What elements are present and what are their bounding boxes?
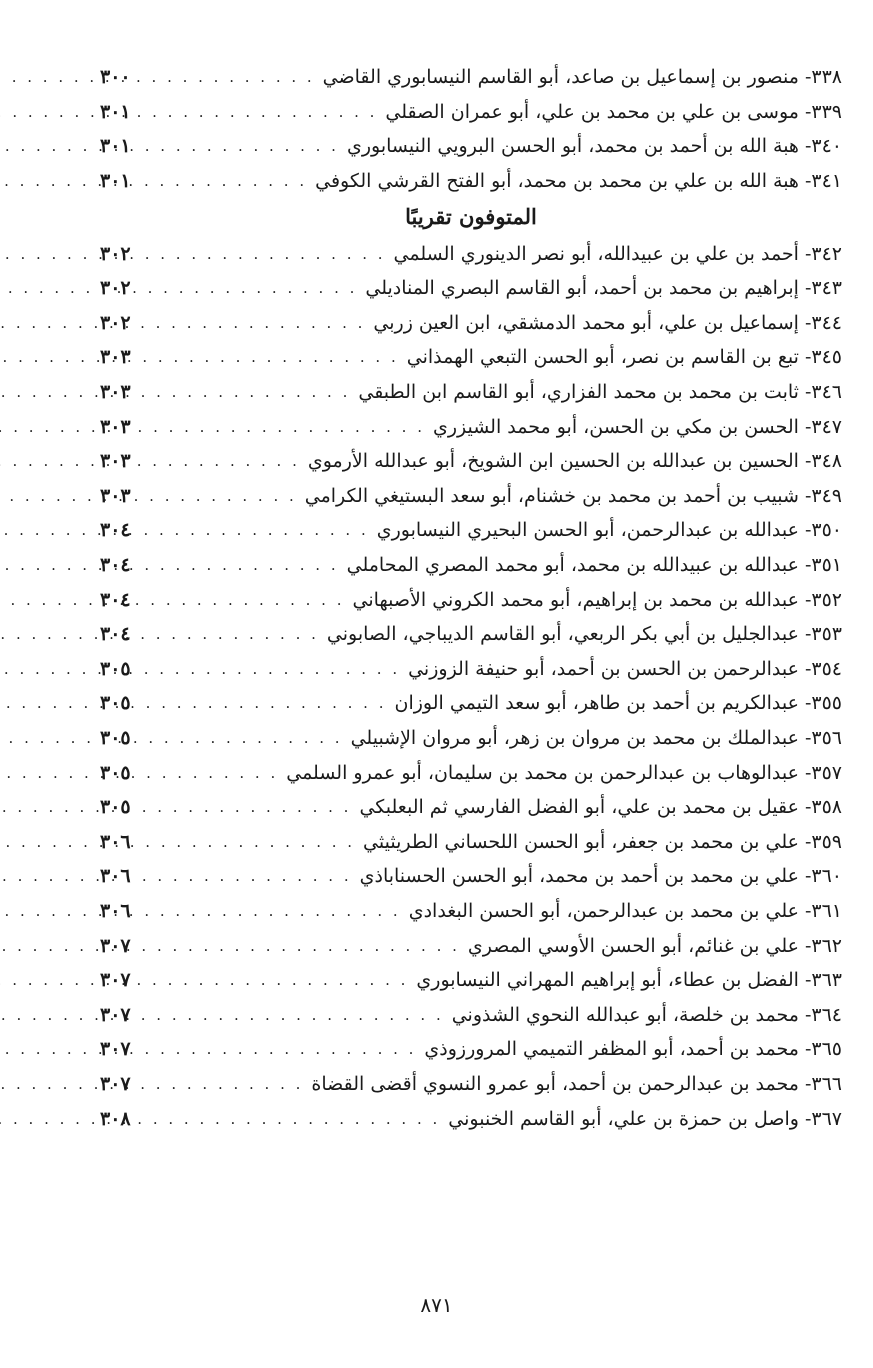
entry-number: ٣٤٥- (804, 346, 842, 369)
section-heading: المتوفون تقريبًا (405, 204, 537, 230)
entry-number: ٣٦٦- (804, 1072, 842, 1095)
toc-entry (100, 340, 842, 375)
entry-page-number: ٣٠٤ (100, 554, 131, 577)
toc-entry (100, 129, 842, 164)
entry-number: ٣٦٥- (804, 1038, 842, 1061)
entry-page-number: ٣٠١ (100, 170, 131, 193)
dot-leader (139, 103, 378, 121)
toc-entry (100, 652, 842, 687)
entry-page-number: ٣٠٧ (100, 1072, 131, 1095)
entry-number: ٣٤٩- (804, 484, 842, 507)
entry-page-number: ٣٠٦ (100, 865, 131, 888)
toc-entry (100, 859, 842, 894)
entry-title: هبة الله بن علي بن محمد بن محمد، أبو الفتح القرشي الكوفي (315, 170, 799, 193)
toc-entry (100, 963, 842, 998)
entry-page-number: ٣٠٥ (100, 657, 131, 680)
dot-leader (139, 902, 401, 920)
toc-entry (100, 95, 842, 130)
dot-leader (139, 172, 307, 190)
entry-number: ٣٥٣- (804, 623, 842, 646)
toc-entry (100, 1032, 842, 1067)
entry-page-number: ٣٠٥ (100, 796, 131, 819)
dot-leader (139, 798, 352, 816)
entry-number: ٣٥٤- (804, 657, 842, 680)
entry-number: ٣٦٣- (804, 969, 842, 992)
toc-entry (100, 1101, 842, 1136)
toc-entry (100, 375, 842, 410)
entry-page-number: ٣٠٨ (100, 1107, 131, 1130)
entry-page-number: ٣٠٣ (100, 415, 131, 438)
dot-leader (139, 1075, 304, 1093)
entry-title: هبة الله بن أحمد بن محمد، أبو الحسن البرويي النيسابوري (346, 135, 799, 158)
entry-number: ٣٤٤- (804, 311, 842, 334)
entry-title: عبدالملك بن محمد بن مروان بن زهر، أبو مروان الإشبيلي (350, 726, 799, 749)
entry-title: أحمد بن علي بن عبيدالله، أبو نصر الدينوري السلمي (393, 242, 799, 265)
entry-page-number: ٣٠٢ (100, 242, 131, 265)
dot-leader (139, 867, 352, 885)
entry-number: ٣٥٠- (804, 519, 842, 542)
entry-title: شبيب بن أحمد بن محمد بن خشنام، أبو سعد البستيغي الكرامي (304, 484, 799, 507)
entry-number: ٣٤٧- (804, 415, 842, 438)
entry-number: ٣٦٠- (804, 865, 842, 888)
toc-entry (100, 755, 842, 790)
entry-title: عبدالله بن عبدالرحمن، أبو الحسن البحيري النيسابوري (376, 519, 799, 542)
entry-number: ٣٤٦- (804, 381, 842, 404)
dot-leader (139, 660, 400, 678)
entries-after-heading (100, 236, 842, 1135)
dot-leader (139, 556, 339, 574)
toc-entry (100, 582, 842, 617)
toc-entry (100, 479, 842, 514)
entry-page-number: ٣٠٣ (100, 484, 131, 507)
entry-title: إبراهيم بن محمد بن أحمد، أبو القاسم البصري المناديلي (365, 277, 799, 300)
toc-entry (100, 1067, 842, 1102)
entry-title: إسماعيل بن علي، أبو محمد الدمشقي، ابن العين زربي (373, 311, 799, 334)
entry-title: عبدالرحمن بن الحسن بن أحمد، أبو حنيفة الزوزني (408, 657, 799, 680)
dot-leader (139, 1006, 444, 1024)
dot-leader (139, 279, 358, 297)
entry-page-number: ٣٠٧ (100, 1003, 131, 1026)
dot-leader (139, 729, 343, 747)
dot-leader (139, 521, 369, 539)
entry-page-number: ٣٠٣ (100, 381, 131, 404)
toc-entry (100, 721, 842, 756)
toc-entry (100, 928, 842, 963)
entry-page-number: ٣٠١ (100, 135, 131, 158)
entry-page-number: ٣٠٥ (100, 692, 131, 715)
entry-page-number: ٣٠٥ (100, 726, 131, 749)
entry-page-number: ٣٠٥ (100, 761, 131, 784)
entry-number: ٣٦٧- (804, 1107, 842, 1130)
entry-title: محمد بن خلصة، أبو عبدالله النحوي الشذوني (451, 1003, 799, 1026)
dot-leader (139, 591, 345, 609)
entry-number: ٣٤٠- (804, 135, 842, 158)
entry-number: ٣٥٦- (804, 726, 842, 749)
entry-title: محمد بن أحمد، أبو المظفر التميمي المرورزوذي (424, 1038, 799, 1061)
dot-leader (139, 348, 399, 366)
entry-title: عبدالوهاب بن عبدالرحمن بن محمد بن سليمان، أبو عمرو السلمي (286, 761, 799, 784)
entry-number: ٣٤٢- (804, 242, 842, 265)
entry-number: ٣٥١- (804, 554, 842, 577)
dot-leader (139, 452, 300, 470)
dot-leader (139, 694, 387, 712)
entry-number: ٣٤٣- (804, 277, 842, 300)
entry-page-number: ٣٠١ (100, 100, 131, 123)
entry-number: ٣٥٩- (804, 830, 842, 853)
toc-entry (100, 548, 842, 583)
page-number: ٨٧١ (420, 1293, 453, 1317)
entry-page-number: ٣٠٢ (100, 277, 131, 300)
entry-title: ثابت بن محمد بن محمد الفزاري، أبو القاسم ابن الطبقي (358, 381, 799, 404)
dot-leader (139, 383, 351, 401)
entry-title: عبدالله بن عبيدالله بن محمد، أبو محمد المصري المحاملي (346, 554, 799, 577)
entry-number: ٣٥٢- (804, 588, 842, 611)
entry-title: عقيل بن محمد بن علي، أبو الفضل الفارسي ثم البعلبكي (359, 796, 799, 819)
toc-entry (100, 164, 842, 199)
entry-title: عبدالله بن محمد بن إبراهيم، أبو محمد الكروني الأصبهاني (352, 588, 799, 611)
toc-entry (100, 894, 842, 929)
entry-number: ٣٣٨- (804, 66, 842, 89)
entries-before-heading (100, 60, 842, 198)
entry-title: علي بن غنائم، أبو الحسن الأوسي المصري (467, 934, 799, 957)
entry-page-number: ٣٠٧ (100, 969, 131, 992)
dot-leader (139, 971, 409, 989)
toc-entry (100, 513, 842, 548)
entry-title: الحسن بن مكي بن الحسن، أبو محمد الشيزري (432, 415, 799, 438)
entry-title: الحسين بن عبدالله بن الحسين ابن الشويخ، أبو عبدالله الأرموي (307, 450, 799, 473)
entry-title: موسى بن علي بن محمد بن علي، أبو عمران الصقلي (385, 100, 799, 123)
toc-entry (100, 236, 842, 271)
toc-entry (100, 306, 842, 341)
entry-page-number: ٣٠٢ (100, 311, 131, 334)
entry-page-number: ٣٠٧ (100, 1038, 131, 1061)
entry-number: ٣٤١- (804, 170, 842, 193)
toc-entry (100, 271, 842, 306)
entry-page-number: ٣٠٤ (100, 588, 131, 611)
entry-page-number: ٣٠٣ (100, 346, 131, 369)
dot-leader (139, 137, 339, 155)
entry-title: عبدالكريم بن أحمد بن طاهر، أبو سعد التيمي الوزان (394, 692, 799, 715)
entry-title: منصور بن إسماعيل بن صاعد، أبو القاسم النيسابوري القاضي (322, 66, 799, 89)
toc-entry (100, 997, 842, 1032)
dot-leader (139, 245, 386, 263)
entry-title: تبع بن القاسم بن نصر، أبو الحسن التبعي الهمذاني (406, 346, 799, 369)
entry-title: علي بن محمد بن أحمد بن محمد، أبو الحسن الحسناباذي (359, 865, 799, 888)
entry-title: الفضل بن عطاء، أبو إبراهيم المهراني النيسابوري (416, 969, 799, 992)
entry-page-number: ٣٠٤ (100, 623, 131, 646)
toc-entry (100, 617, 842, 652)
dot-leader (139, 1040, 417, 1058)
entry-number: ٣٦٤- (804, 1003, 842, 1026)
toc-entry (100, 824, 842, 859)
entry-number: ٣٤٨- (804, 450, 842, 473)
entry-title: علي بن محمد بن عبدالرحمن، أبو الحسن البغدادي (408, 899, 799, 922)
entry-page-number: ٣٠٣ (100, 450, 131, 473)
dot-leader (139, 487, 297, 505)
dot-leader (139, 625, 319, 643)
toc-entry (100, 790, 842, 825)
entry-title: واصل بن حمزة بن علي، أبو القاسم الخنبوني (448, 1107, 799, 1130)
entry-title: عبدالجليل بن أبي بكر الربعي، أبو القاسم الديباجي، الصابوني (326, 623, 799, 646)
entry-number: ٣٥٨- (804, 796, 842, 819)
toc-entry (100, 444, 842, 479)
dot-leader (139, 764, 279, 782)
dot-leader (139, 937, 460, 955)
entry-page-number: ٣٠٧ (100, 934, 131, 957)
entry-number: ٣٥٥- (804, 692, 842, 715)
entry-title: محمد بن عبدالرحمن بن أحمد، أبو عمرو النسوي أقضى القضاة (311, 1072, 799, 1095)
toc-entry (100, 409, 842, 444)
dot-leader (139, 418, 425, 436)
entry-number: ٣٦٢- (804, 934, 842, 957)
entry-title: علي بن محمد بن جعفر، أبو الحسن اللحساني الطريثيثي (363, 830, 799, 853)
entry-page-number: ٣٠٤ (100, 519, 131, 542)
toc-entry (100, 60, 842, 95)
dot-leader (139, 314, 366, 332)
entry-number: ٣٥٧- (804, 761, 842, 784)
entry-number: ٣٦١- (804, 899, 842, 922)
toc-entry (100, 686, 842, 721)
entry-page-number: ٣٠٠ (100, 66, 131, 89)
dot-leader (139, 68, 315, 86)
table-of-contents (100, 60, 842, 1136)
entry-page-number: ٣٠٦ (100, 899, 131, 922)
dot-leader (139, 833, 355, 851)
dot-leader (139, 1110, 441, 1128)
entry-page-number: ٣٠٦ (100, 830, 131, 853)
entry-number: ٣٣٩- (804, 100, 842, 123)
